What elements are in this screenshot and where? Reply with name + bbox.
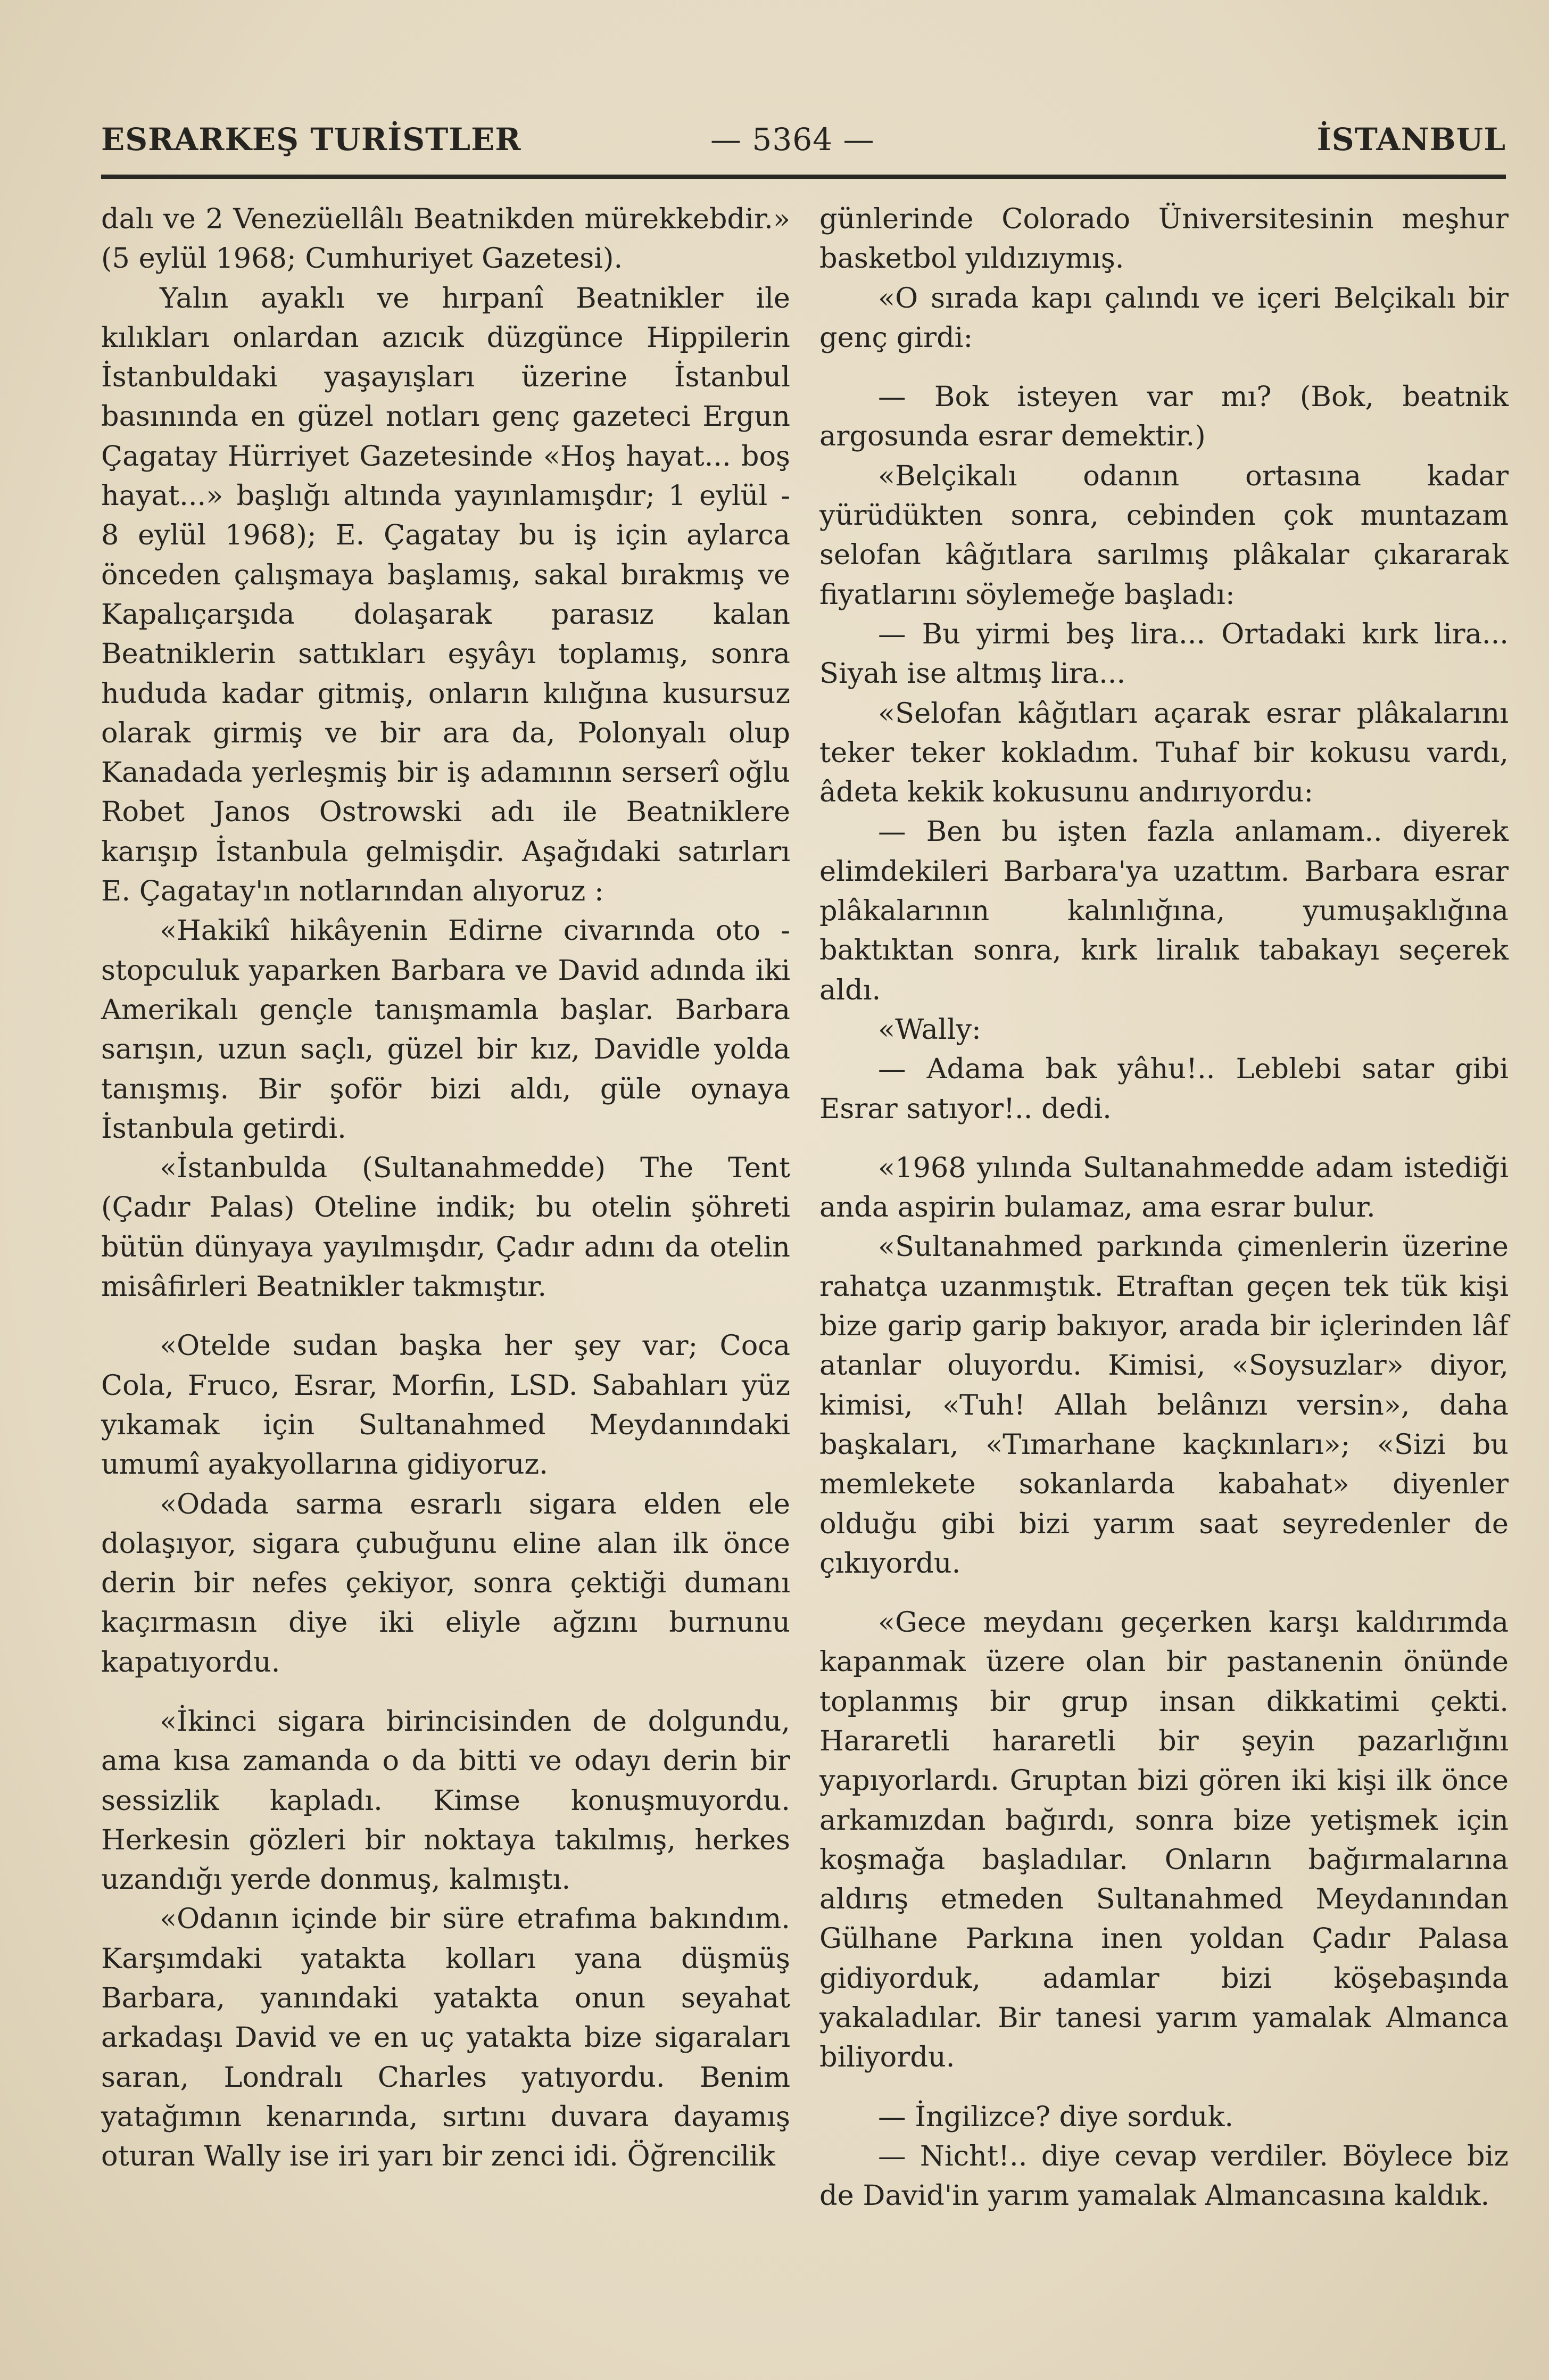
header-rule [101,175,1506,179]
paragraph: — Ben bu işten fazla anlamam.. diyerek elimdekileri Barbara'ya uzattım. Barbara esrar plâkalarının kalınlığına, yumuşaklığına baktıktan sonra, kırk liralık tabakayı seçerek aldı. [819,815,1509,1006]
paragraph: «Selofan kâğıtları açarak esrar plâkalarını teker teker kokladım. Tuhaf bir kokusu vardı, âdeta kekik kokusunu andırıyordu: [819,697,1509,809]
paragraph: «Gece meydanı geçerken karşı kaldırımda kapanmak üzere olan bir pastanenin önünde toplanmış bir grup insan dikkatimi çekti. Hararetli hararetli bir şeyin pazarlığını yapıyorlardı. Gruptan bizi gören iki kişi ilk önce arkamızdan bağırdı, sonra bize yetişmek için koşmağa başladılar. Onların bağırmalarına aldırış etmeden Sultanahmed Meydanından Gülhane Parkına inen yoldan Çadır Palasa gidiyorduk, adamlar bizi köşebaşında yakaladılar. Bir tanesi yarım yamalak Almanca biliyordu. [819,1606,1509,2074]
paragraph: — Nicht!.. diye cevap verdiler. Böylece biz de David'in yarım yamalak Almancasına kaldık. [819,2139,1509,2212]
paragraph: «Odada sarma esrarlı sigara elden ele dolaşıyor, sigara çubuğunu eline alan ilk önce derin bir nefes çekiyor, sonra çektiği dumanı kaçırmasın diye iki eliyle ağzını burnunu kapatıyordu. [101,1488,790,1679]
paragraph: «Sultanahmed parkında çimenlerin üzerine rahatça uzanmıştık. Etraftan geçen tek tük kişi bize garip garip bakıyor, arada bir içlerinden lâf atanlar oluyordu. Kimisi, «Soysuzlar» diyor, kimisi, «Tuh! Allah belânızı versin», daha başkaları, «Tımarhane kaçkınları»; «Sizi bu memlekete sokanlarda kabahat» diyenler olduğu gibi bizi yarım saat seyredenler de çıkıyordu. [819,1230,1509,1580]
left-text-column [101,200,790,2177]
paragraph: — Adama bak yâhu!.. Leblebi satar gibi Esrar satıyor!.. dedi. [819,1053,1509,1125]
paragraph: «İstanbulda (Sultanahmedde) The Tent (Çadır Palas) Oteline indik; bu otelin şöhreti bütün dünyaya yayılmışdır, Çadır adını da otelin misâfirleri Beatnikler takmıştır. [101,1152,790,1303]
header-section-title: İSTANBUL [1316,121,1506,158]
page-number: — 5364 — [710,121,875,158]
paragraph: «Hakikî hikâyenin Edirne civarında oto - stopculuk yaparken Barbara ve David adında iki Amerikalı gençle tanışmamla başlar. Barbara sarışın, uzun saçlı, güzel bir kız, Davidle yolda tanışmış. Bir şoför bizi aldı, güle oynaya İstanbula getirdi. [101,914,790,1145]
paragraph: «İkinci sigara birincisinden de dolgundu, ama kısa zamanda o da bitti ve odayı derin bir sessizlik kapladı. Kimse konuşmuyordu. Herkesin gözleri bir noktaya takılmış, herkes uzandığı yerde donmuş, kalmıştı. [101,1705,790,1896]
paragraph: — Bu yirmi beş lira... Ortadaki kırk lira... Siyah ise altmış lira... [819,617,1509,690]
paragraph: «Odanın içinde bir süre etrafıma bakındım. Karşımdaki yatakta kolları yana düşmüş Barbara, yanındaki yatakta onun seyahat arkadaşı David ve en uç yatakta bize sigaraları saran, Londralı Charles yatıyordu. Benim yatağımın kenarında, sırtını duvara dayamış oturan Wally ise iri yarı bir zenci idi. Öğrencilik [101,1903,790,2173]
paragraph: «Belçikalı odanın ortasına kadar yürüdükten sonra, cebinden çok muntazam selofan kâğıtlara sarılmış plâkalar çıkararak fiyatlarını söylemeğe başladı: [819,459,1509,611]
paragraph: «Otelde sudan başka her şey var; Coca Cola, Fruco, Esrar, Morfin, LSD. Sabahları yüz yıkamak için Sultanahmed Meydanındaki umumî ayakyollarına gidiyoruz. [101,1329,790,1481]
paragraph: «Wally: [878,1013,981,1046]
header-book-title: ESRARKEŞ TURİSTLER [101,121,521,158]
paragraph: «O sırada kapı çalındı ve içeri Belçikalı bir genç girdi: [819,282,1509,354]
paragraph: günlerinde Colorado Üniversitesinin meşhur basketbol yıldızıymış. [819,203,1509,275]
paragraph: dalı ve 2 Venezüellâlı Beatnikden mürekkebdir.» (5 eylül 1968; Cumhuriyet Gazetesi). [101,203,790,275]
paragraph: Yalın ayaklı ve hırpanî Beatnikler ile kılıkları onlardan azıcık düzgünce Hippilerin İstanbuldaki yaşayışları üzerine İstanbul basınında en güzel notları genç gazeteci Ergun Çagatay Hürriyet Gazetesinde «Hoş hayat... boş hayat...» başlığı altında yayınlamışdır; 1 eylül - 8 eylül 1968); E. Çagatay bu iş için aylarca önceden çalışmaya başlamış, sakal bırakmış ve Kapalıçarşıda dolaşarak parasız kalan Beatniklerin sattıkları eşyâyı toplamış, sonra hududa kadar gitmiş, onların kılığına kusursuz olarak girmiş ve bir ara da, Polonyalı olup Kanadada yerleşmiş bir iş adamının serserî oğlu Robet Janos Ostrowski adı ile Beatniklere karışıp İstanbula gelmişdir. Aşağıdaki satırları E. Çagatay'ın notlarından alıyoruz : [101,282,790,908]
paragraph: — İngilizce? diye sorduk. [878,2100,1234,2133]
paragraph: — Bok isteyen var mı? (Bok, beatnik argosunda esrar demektir.) [819,381,1509,453]
right-text-column [819,200,1509,2216]
running-header [101,121,1506,169]
paragraph: «1968 yılında Sultanahmedde adam istediği anda aspirin bulamaz, ama esrar bulur. [819,1151,1509,1224]
